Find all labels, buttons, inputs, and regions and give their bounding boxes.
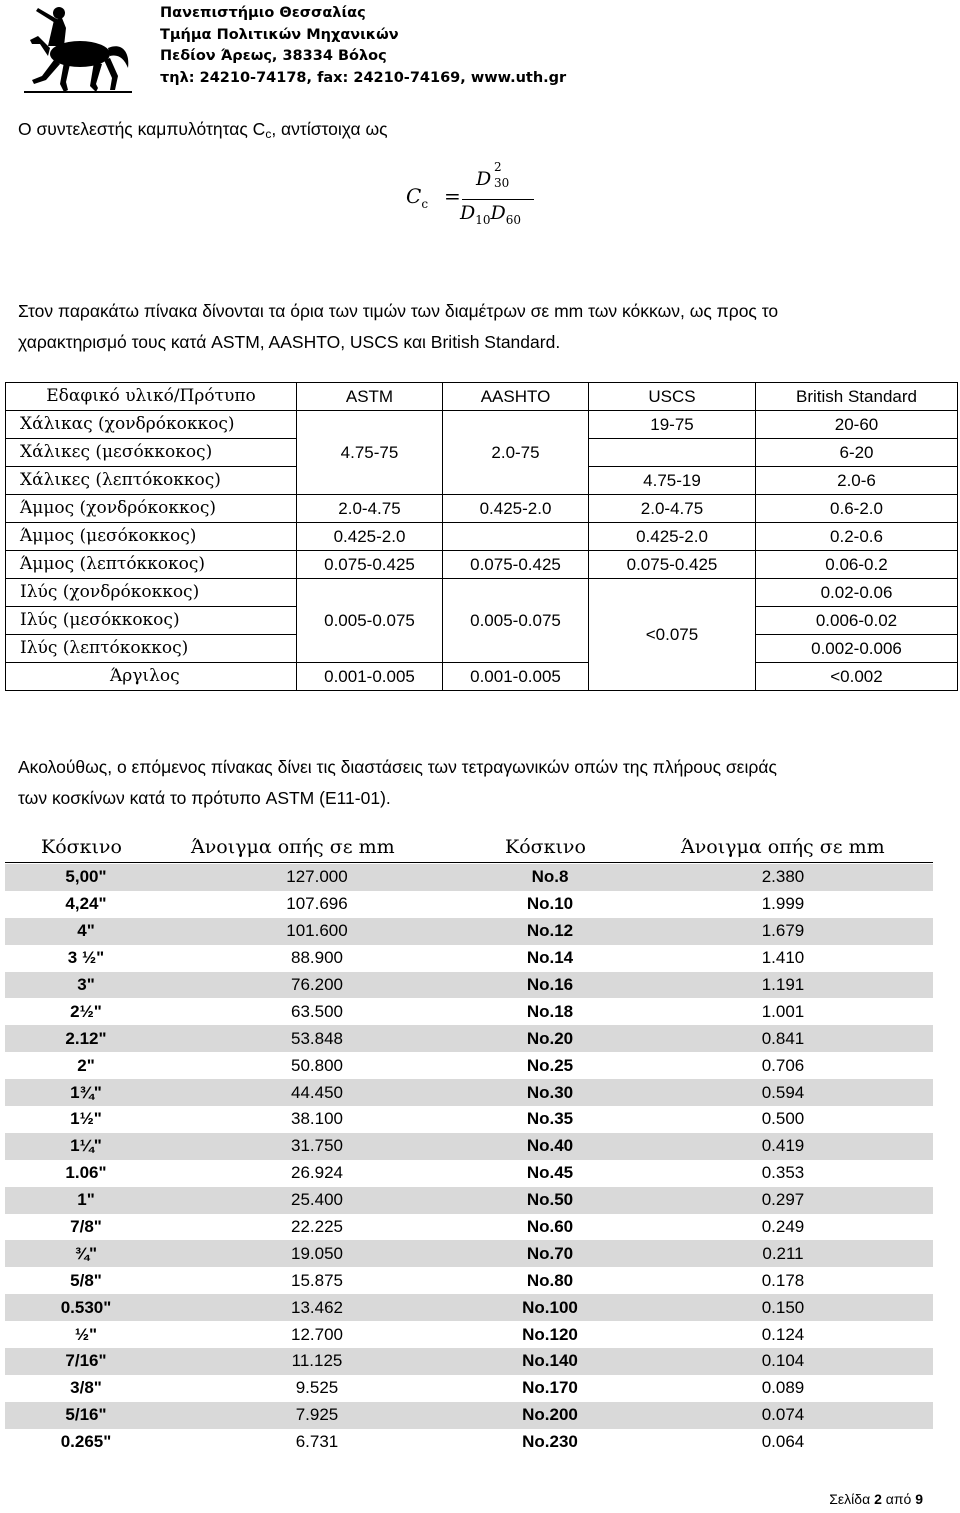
page-header [0,0,960,100]
uscs-cell: 0.075-0.425 [589,551,756,579]
header-sieve-2: Κόσκινο [505,836,586,858]
sieve-number-cell: No.120 [522,1324,578,1344]
opening-mm-cell: 6.731 [295,1432,339,1452]
sieve-number-cell: No.140 [467,1348,633,1375]
material-cell: Ιλύς (χονδρόκοκκος) [6,579,297,607]
sieve-number-cell: No.230 [522,1432,578,1452]
header-uscs: USCS [589,383,756,411]
opening-mm-cell: 107.696 [286,894,348,914]
aashto-cell [443,523,589,551]
aashto-cell: 0.425-2.0 [443,495,589,523]
opening-mm-cell: 11.125 [167,1348,467,1375]
table-row [5,1402,933,1429]
astm-cell: 0.005-0.075 [297,579,443,663]
opening-mm-cell: 1.410 [761,948,805,968]
table-row [5,1079,933,1106]
centaur-logo-icon [18,2,138,94]
bs-cell: 20-60 [756,411,958,439]
grain-size-standards-table [5,382,958,691]
aashto-cell: 2.0-75 [443,411,589,495]
para2-line1: Στον παρακάτω πίνακα δίνονται τα όρια των τιμών των διαμέτρων σε mm των κόκκων, ως προς το [18,301,779,321]
formula-lhs: $C_c$ [406,184,429,211]
astm-cell: 0.075-0.425 [297,551,443,579]
opening-mm-cell: 0.124 [761,1324,805,1344]
sieve-size-cell: 3" [5,972,167,999]
sieve-number-cell: No.20 [467,1025,633,1052]
material-cell: Ιλύς (μεσόκκοκος) [6,607,297,635]
table-row [6,579,958,607]
footer-of: από [885,1491,912,1507]
opening-mm-cell: 63.500 [291,1001,343,1021]
contact-line: τηλ: 24210-74178, fax: 24210-74169, www.uth.gr [160,69,567,86]
opening-mm-cell: 0.150 [633,1294,933,1321]
intro-text-before: Ο συντελεστής καμπυλότητας C [18,119,266,139]
aashto-cell: 0.075-0.425 [443,551,589,579]
table-row [5,1187,933,1214]
opening-mm-cell: 0.104 [633,1348,933,1375]
opening-mm-cell: 1.999 [761,894,805,914]
bs-cell: 0.6-2.0 [756,495,958,523]
intro-text-after: , αντίστοιχα ως [271,119,388,139]
sieve-size-cell: 0.530" [5,1294,167,1321]
uscs-cell: 4.75-19 [589,467,756,495]
opening-mm-cell: 0.419 [633,1133,933,1160]
uscs-cell: 2.0-4.75 [589,495,756,523]
header-material: Εδαφικό υλικό/Πρότυπο [6,383,297,411]
material-cell: Χάλικες (μεσόκκοκος) [6,439,297,467]
opening-mm-cell: 0.064 [761,1432,805,1452]
intro-subscript: c [265,127,272,141]
uscs-fines-cell: <0.075 [589,579,756,691]
opening-mm-cell: 127.000 [167,864,467,891]
opening-mm-cell: 26.924 [291,1163,343,1183]
sieve-number-cell: No.40 [467,1133,633,1160]
table-row [5,1267,933,1294]
opening-mm-cell: 1.191 [633,972,933,999]
bs-cell: 0.2-0.6 [756,523,958,551]
opening-mm-cell: 0.089 [761,1378,805,1398]
para3-line2: των κοσκίνων κατά το πρότυπο ASTM (Ε11-01). [18,788,391,808]
institution-name: Πανεπιστήμιο Θεσσαλίας [160,5,366,21]
table1-intro-paragraph [18,296,778,358]
astm-cell: 2.0-4.75 [297,495,443,523]
opening-mm-cell: 0.594 [633,1079,933,1106]
sieve-number-cell: No.8 [467,864,633,891]
table-row [5,1429,933,1456]
institution-block [160,3,566,89]
footer-total-pages: 9 [915,1491,923,1507]
curvature-formula [406,160,536,234]
opening-mm-cell: 0.841 [633,1025,933,1052]
sieve-size-cell: 1.06" [65,1163,107,1183]
astm-cell: 4.75-75 [297,411,443,495]
department-name: Τμήμα Πολιτικών Μηχανικών [160,26,399,43]
sieve-table [5,864,933,1456]
table-row [5,918,933,945]
header-opening-2: Άνοιγμα οπής σε mm [681,836,885,858]
sieve-size-cell: 1¼" [5,1133,167,1160]
sieve-size-cell: 2.12" [5,1025,167,1052]
bs-cell: 0.006-0.02 [756,607,958,635]
sieve-size-cell: ½" [74,1324,98,1344]
uscs-cell: 19-75 [589,411,756,439]
table-row [5,1133,933,1160]
uscs-cell: 0.425-2.0 [589,523,756,551]
opening-mm-cell: 50.800 [291,1055,343,1075]
opening-mm-cell: 25.400 [167,1187,467,1214]
table-row [6,523,958,551]
material-cell: Άμμος (μεσόκοκκος) [6,523,297,551]
opening-mm-cell: 76.200 [167,972,467,999]
table-row [5,1240,933,1267]
aashto-cell: 0.001-0.005 [443,663,589,691]
sieve-number-cell: No.170 [522,1378,578,1398]
formula-equals: = [444,184,461,208]
sieve-number-cell: No.60 [526,1217,574,1237]
astm-cell: 0.001-0.005 [297,663,443,691]
opening-mm-cell: 15.875 [291,1270,343,1290]
sieve-size-cell: 5/8" [70,1270,102,1290]
sieve-number-cell: No.45 [526,1163,574,1183]
footer-page-number: 2 [874,1491,882,1507]
table-row [5,1375,933,1402]
opening-mm-cell: 13.462 [167,1294,467,1321]
sieve-size-cell: 1¾" [5,1079,167,1106]
header-bs: British Standard [756,383,958,411]
header-opening-1: Άνοιγμα οπής σε mm [191,836,395,858]
sieve-size-cell: 4" [5,918,167,945]
opening-mm-cell: 53.848 [167,1025,467,1052]
sieve-number-cell: No.35 [526,1109,574,1129]
astm-cell: 0.425-2.0 [297,523,443,551]
material-cell: Χάλικας (χονδρόκοκκος) [6,411,297,439]
formula-numerator: D 2 30 [476,160,510,190]
address-line: Πεδίον Άρεως, 38334 Βόλος [160,48,387,64]
sieve-size-cell: 7/16" [5,1348,167,1375]
sieve-size-cell: 5,00" [5,864,167,891]
bs-cell: 6-20 [756,439,958,467]
table-row [5,1321,933,1348]
opening-mm-cell: 22.225 [291,1217,343,1237]
table-row [5,998,933,1025]
table-row [5,1025,933,1052]
sieve-size-cell: 3/8" [70,1378,102,1398]
opening-mm-cell: 1.001 [761,1001,805,1021]
sieve-size-cell: 2½" [70,1001,102,1021]
sieve-number-cell: No.18 [526,1001,574,1021]
opening-mm-cell: 0.353 [761,1163,805,1183]
table-row [6,495,958,523]
opening-mm-cell: 0.074 [633,1402,933,1429]
opening-mm-cell: 0.297 [633,1187,933,1214]
bs-cell: 0.06-0.2 [756,551,958,579]
sieve-number-cell: No.10 [526,894,574,914]
sieve-number-cell: No.12 [467,918,633,945]
table-row [5,1294,933,1321]
opening-mm-cell: 0.249 [761,1217,805,1237]
sieve-number-cell: No.16 [467,972,633,999]
table-row [5,1052,933,1079]
sieve-number-cell: No.70 [467,1240,633,1267]
opening-mm-cell: 12.700 [291,1324,343,1344]
opening-mm-cell: 19.050 [167,1240,467,1267]
table-header-row [6,383,958,411]
sieve-size-cell: 0.265" [60,1432,112,1452]
table-row [6,663,958,691]
table-row [5,1348,933,1375]
opening-mm-cell: 0.500 [761,1109,805,1129]
table-row [6,411,958,439]
sieve-size-cell: 7/8" [70,1217,102,1237]
opening-mm-cell: 7.925 [167,1402,467,1429]
opening-mm-cell: 1.679 [633,918,933,945]
sieve-number-cell: No.50 [467,1187,633,1214]
material-cell: Άμμος (χονδρόκοκκος) [6,495,297,523]
opening-mm-cell: 0.211 [633,1240,933,1267]
table2-intro-paragraph [18,752,777,814]
table-row [5,891,933,918]
sieve-size-cell: 5/16" [5,1402,167,1429]
opening-mm-cell: 31.750 [167,1133,467,1160]
bs-cell: 0.002-0.006 [756,635,958,663]
table-row [5,1160,933,1187]
header-aashto: AASHTO [443,383,589,411]
sieve-number-cell: No.30 [467,1079,633,1106]
opening-mm-cell: 38.100 [291,1109,343,1129]
header-astm: ASTM [297,383,443,411]
opening-mm-cell: 44.450 [167,1079,467,1106]
material-cell: Άμμος (λεπτόκκοκος) [6,551,297,579]
material-cell: Ιλύς (λεπτόκοκκος) [6,635,297,663]
fraction-bar [462,199,534,200]
sieve-size-cell: 1" [5,1187,167,1214]
aashto-cell: 0.005-0.075 [443,579,589,663]
opening-mm-cell: 2.380 [633,864,933,891]
sieve-size-cell: 3 ½" [67,948,105,968]
sieve-table-header [5,834,933,863]
sieve-number-cell: No.100 [467,1294,633,1321]
sieve-number-cell: No.14 [526,948,574,968]
page-footer [829,1491,923,1507]
opening-mm-cell: 88.900 [291,948,343,968]
header-sieve-1: Κόσκινο [41,836,122,858]
sieve-size-cell: 2" [77,1055,95,1075]
bs-cell: 2.0-6 [756,467,958,495]
footer-prefix: Σελίδα [829,1491,871,1507]
uscs-cell [589,439,756,467]
opening-mm-cell: 0.178 [761,1270,805,1290]
table-row [5,1214,933,1241]
table-row [6,551,958,579]
material-cell: Χάλικες (λεπτόκοκκος) [6,467,297,495]
bs-cell: <0.002 [756,663,958,691]
table-row [5,972,933,999]
sieve-number-cell: No.80 [526,1270,574,1290]
para3-line1: Ακολούθως, ο επόμενος πίνακας δίνει τις διαστάσεις των τετραγωνικών οπών της πλήρους σειράς [18,757,777,777]
table-row [5,945,933,972]
sieve-size-cell: 4,24" [65,894,107,914]
sieve-number-cell: No.25 [526,1055,574,1075]
opening-mm-cell: 0.706 [761,1055,805,1075]
intro-paragraph [18,114,388,150]
sieve-size-cell: ¾" [5,1240,167,1267]
formula-denominator: $D_{10}D_{60}$ [460,202,522,227]
opening-mm-cell: 9.525 [295,1378,339,1398]
table-row [5,1106,933,1133]
para2-line2: χαρακτηρισμό τους κατά ASTM, AASHTO, USCS και British Standard. [18,332,561,352]
sieve-number-cell: No.200 [467,1402,633,1429]
sieve-size-cell: 1½" [70,1109,102,1129]
table-row [5,864,933,891]
material-cell: Άργιλος [6,663,297,691]
bs-cell: 0.02-0.06 [756,579,958,607]
opening-mm-cell: 101.600 [167,918,467,945]
